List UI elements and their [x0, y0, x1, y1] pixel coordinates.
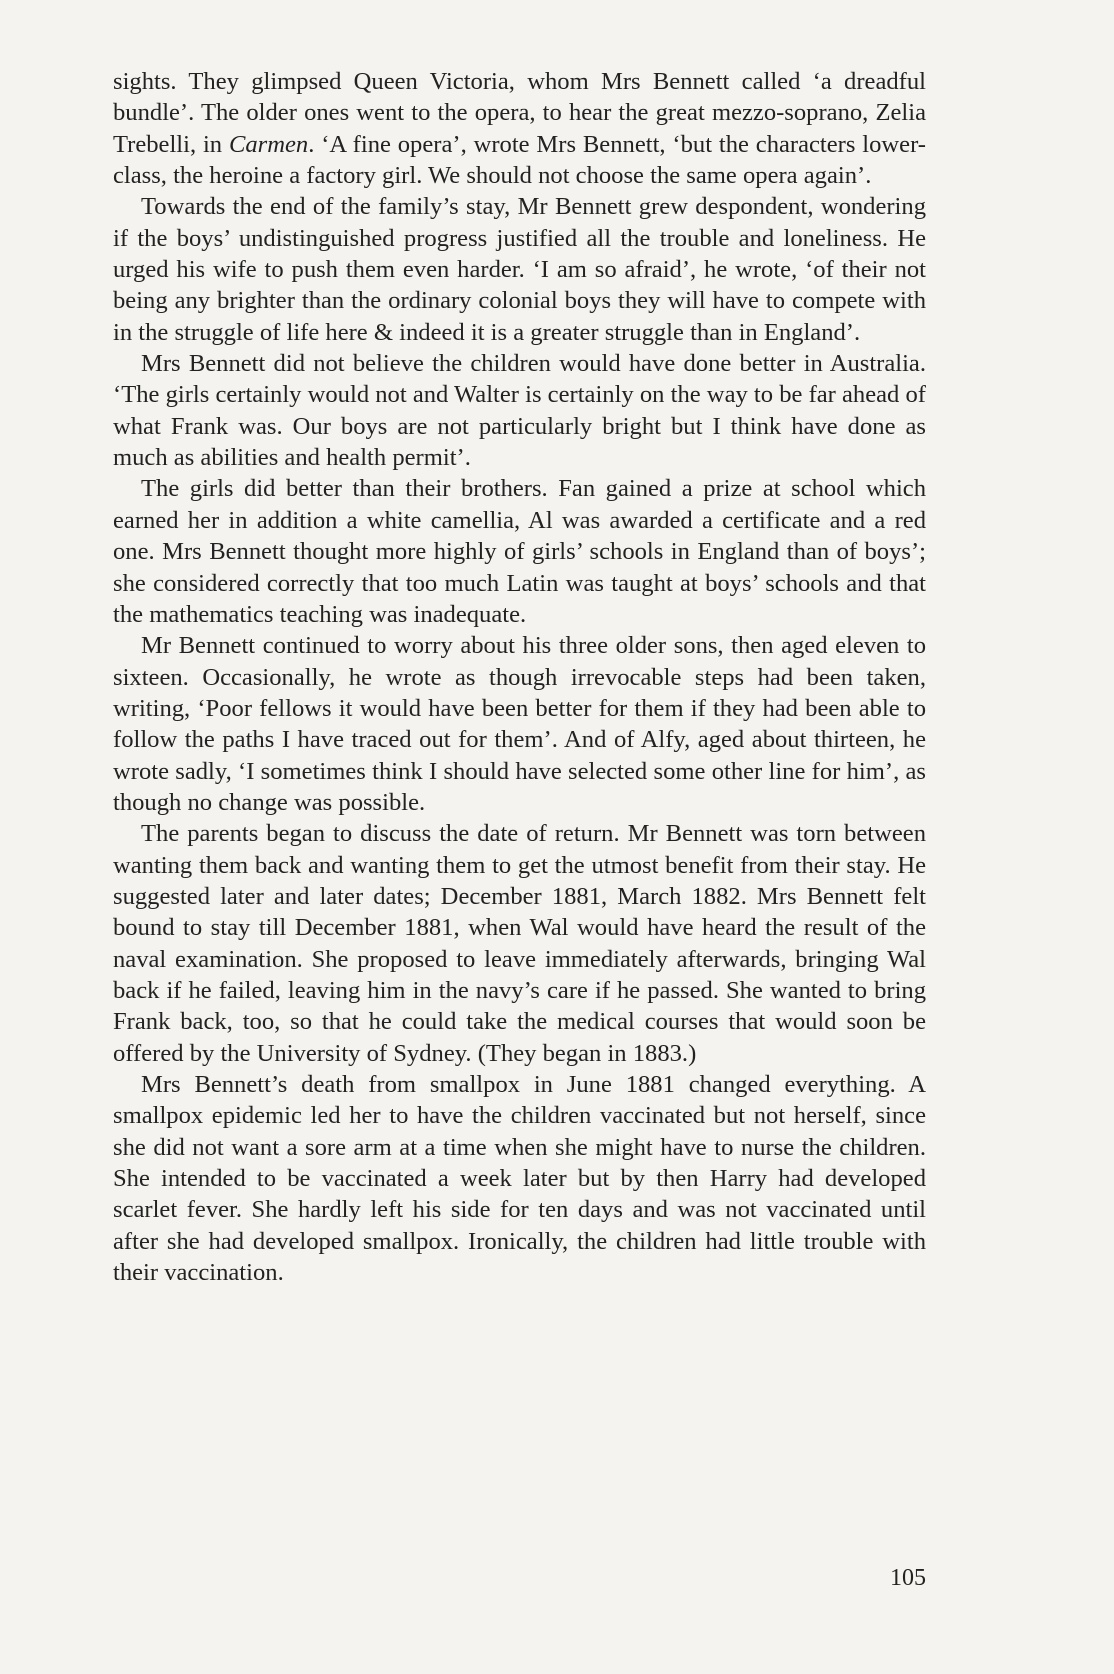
body-text: [113, 66, 926, 1288]
paragraph: [113, 348, 926, 473]
paragraph: [113, 66, 926, 191]
paragraph-text: Mr Bennett continued to worry about his three older sons, then aged eleven to sixteen. Occasionally, he wrote as though irrevocable steps had been taken, writing, ‘Poor fellows it would have been better for them if they had been able to follow the paths I have traced out for them’. And of Alfy, aged about thirteen, he wrote sadly, ‘I sometimes think I should have selected some other line for him’, as though no change was possible.: [113, 632, 926, 816]
paragraph-text: Towards the end of the family’s stay, Mr Bennett grew despondent, wondering if the boys’ undistinguished progress justified all the trouble and loneliness. He urged his wife to push them even harder. ‘I am so afraid’, he wrote, ‘of their not being any brighter than the ordinary colonial boys they will have to compete with in the struggle of life here & indeed it is a greater struggle than in England’.: [113, 193, 926, 346]
page-number: 105: [890, 1565, 926, 1591]
paragraph-text: Mrs Bennett’s death from smallpox in June 1881 changed everything. A smallpox epidemic led her to have the children vaccinated but not herself, since she did not want a sore arm at a time when she might have to nurse the children. She intended to be vaccinated a week later but by then Harry had developed scarlet fever. She hardly left his side for ten days and was not vaccinated until after she had developed smallpox. Ironically, the children had little trouble with their vaccination.: [113, 1071, 926, 1287]
paragraph: [113, 630, 926, 818]
paragraph-text: sights. They glimpsed Queen Victoria, whom Mrs Bennett called ‘a dreadful bundle’. The older ones went to the opera, to hear the great mezzo-soprano, Zelia Trebelli, in: [113, 68, 926, 158]
paragraph: [113, 191, 926, 348]
paragraph-text: The girls did better than their brothers. Fan gained a prize at school which earned her in addition a white camellia, Al was awarded a certificate and a red one. Mrs Bennett thought more highly of girls’ schools in England than of boys’; she considered correctly that too much Latin was taught at boys’ schools and that the mathematics teaching was inadequate.: [113, 475, 926, 628]
paragraph-text: . ‘A fine opera’, wrote Mrs Bennett, ‘but the characters lower-class, the heroine a factory girl. We should not choose the same opera again’.: [113, 130, 926, 190]
paragraph: [113, 473, 926, 630]
paragraph: [113, 1069, 926, 1288]
paragraph: [113, 818, 926, 1069]
paragraph-text: Mrs Bennett did not believe the children would have done better in Australia. ‘The girls certainly would not and Walter is certainly on the way to be far ahead of what Frank was. Our boys are not particularly bright but I think have done as much as abilities and health permit’.: [113, 350, 926, 472]
italic-title: Carmen: [228, 130, 309, 158]
paragraph-text: The parents began to discuss the date of return. Mr Bennett was torn between wanting them back and wanting them to get the utmost benefit from their stay. He suggested later and later dates; December 1881, March 1882. Mrs Bennett felt bound to stay till December 1881, when Wal would have heard the result of the naval examination. She proposed to leave immediately afterwards, bringing Wal back if he failed, leaving him in the navy’s care if he passed. She wanted to bring Frank back, too, so that he could take the medical courses that would soon be offered by the University of Sydney. (They began in 1883.): [113, 820, 926, 1067]
